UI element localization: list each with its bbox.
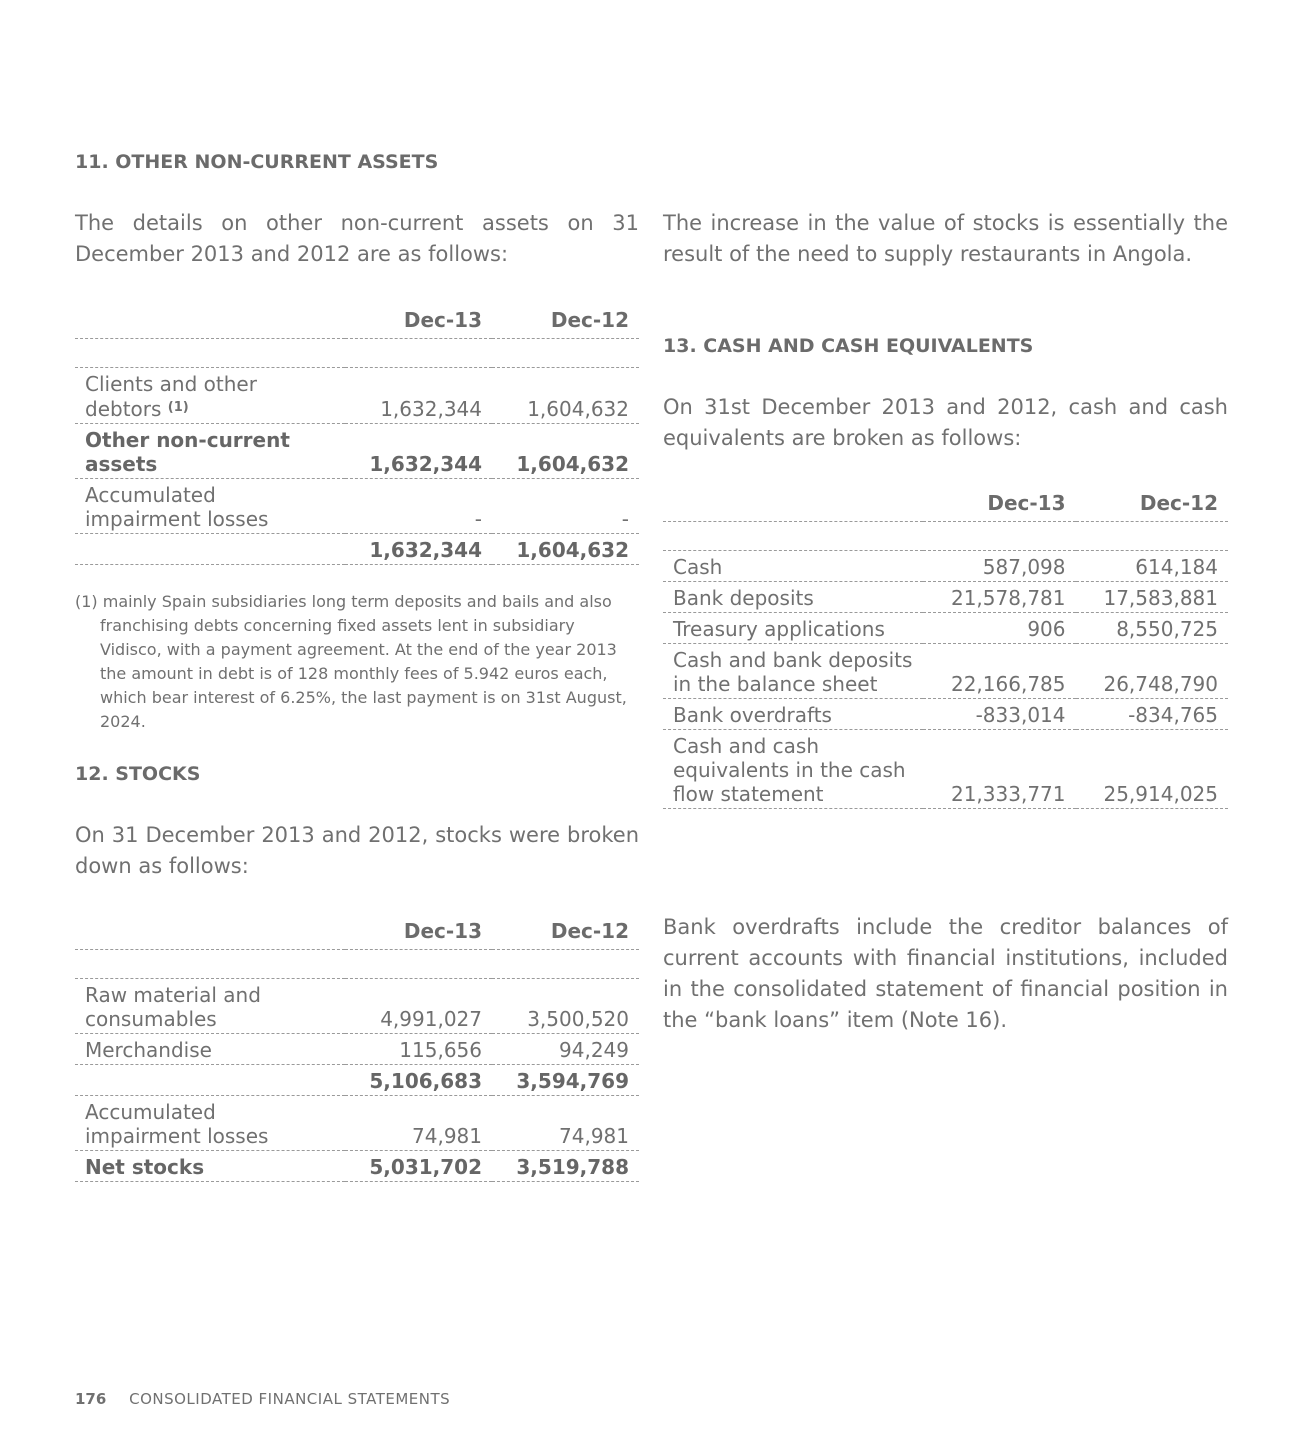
table-row bbox=[75, 368, 639, 424]
table-row bbox=[75, 1034, 639, 1065]
value-dec13: 4,991,027 bbox=[345, 979, 492, 1034]
value-dec12: 26,748,790 bbox=[1076, 644, 1229, 699]
footnote-ref: (1) bbox=[167, 400, 189, 415]
value-dec12: 94,249 bbox=[492, 1034, 639, 1065]
table-total-row bbox=[75, 1151, 639, 1182]
col-header-dec12: Dec-12 bbox=[492, 915, 639, 950]
value-dec12: 74,981 bbox=[492, 1096, 639, 1151]
value-dec13: 1,632,344 bbox=[345, 424, 492, 479]
value-dec13: 587,098 bbox=[923, 551, 1076, 582]
row-label bbox=[75, 1065, 345, 1096]
row-label: Accumulated impairment losses bbox=[75, 1096, 345, 1151]
row-label: Raw material and consumables bbox=[75, 979, 345, 1034]
stocks-note: The increase in the value of stocks is essentially the result of the need to supply restaurants in Angola. bbox=[663, 211, 1228, 266]
value-dec12: 1,604,632 bbox=[492, 534, 639, 565]
footnote: (1) mainly Spain subsidiaries long term deposits and bails and also franchising debts concerning fixed assets lent in subsidiary Vidisco, with a payment agreement. At the end of the year 2013 the amount in debt is of 128 monthly fees of 5.942 euros each, which bear interest of 6.25%, the last payment is on 31st August, 2024. bbox=[75, 592, 627, 731]
section-11-heading: 11. OTHER NON-CURRENT ASSETS bbox=[75, 151, 439, 173]
table-row bbox=[663, 613, 1228, 644]
row-label: Clients and other debtors $^{(1)}$ bbox=[75, 368, 345, 424]
value-dec13: 21,578,781 bbox=[923, 582, 1076, 613]
section-12-heading: 12. STOCKS bbox=[75, 763, 201, 785]
table-row bbox=[663, 699, 1228, 730]
value-dec12: 3,500,520 bbox=[492, 979, 639, 1034]
value-dec12: 8,550,725 bbox=[1076, 613, 1229, 644]
value-dec13: 115,656 bbox=[345, 1034, 492, 1065]
value-dec13: 5,031,702 bbox=[345, 1151, 492, 1182]
col-header-dec12: Dec-12 bbox=[1076, 487, 1229, 522]
row-label: Cash bbox=[663, 551, 923, 582]
table-row bbox=[663, 582, 1228, 613]
row-label: Cash and cash equivalents in the cash flow statement bbox=[663, 730, 923, 809]
col-header-dec12: Dec-12 bbox=[492, 304, 639, 339]
value-dec13: 5,106,683 bbox=[345, 1065, 492, 1096]
table-spacer-row bbox=[75, 339, 639, 368]
table-spacer-row bbox=[75, 950, 639, 979]
table-row bbox=[663, 730, 1228, 809]
table-total-row bbox=[75, 534, 639, 565]
value-dec13: - bbox=[345, 479, 492, 534]
col-header-dec13: Dec-13 bbox=[345, 304, 492, 339]
value-dec13: -833,014 bbox=[923, 699, 1076, 730]
table-row bbox=[663, 644, 1228, 699]
cash-equivalents-table bbox=[663, 487, 1228, 809]
page-footer bbox=[75, 1390, 450, 1408]
value-dec13: 1,632,344 bbox=[345, 534, 492, 565]
value-dec13: 1,632,344 bbox=[345, 368, 492, 424]
other-non-current-assets-table bbox=[75, 304, 639, 565]
value-dec12: 614,184 bbox=[1076, 551, 1229, 582]
table-row bbox=[75, 424, 639, 479]
value-dec12: - bbox=[492, 479, 639, 534]
footer-section-title: CONSOLIDATED FINANCIAL STATEMENTS bbox=[129, 1390, 451, 1408]
section-13-intro: On 31st December 2013 and 2012, cash and cash equivalents are broken as follows: bbox=[663, 395, 1228, 450]
value-dec12: 25,914,025 bbox=[1076, 730, 1229, 809]
table-row bbox=[75, 1096, 639, 1151]
row-label: Accumulated impairment losses bbox=[75, 479, 345, 534]
section-12-intro: On 31 December 2013 and 2012, stocks were broken down as follows: bbox=[75, 823, 639, 878]
value-dec12: -834,765 bbox=[1076, 699, 1229, 730]
value-dec13: 22,166,785 bbox=[923, 644, 1076, 699]
table-header-row bbox=[75, 304, 639, 339]
section-11-intro: The details on other non-current assets on 31 December 2013 and 2012 are as follows: bbox=[75, 211, 639, 266]
value-dec12: 3,519,788 bbox=[492, 1151, 639, 1182]
section-13-heading: 13. CASH AND CASH EQUIVALENTS bbox=[663, 335, 1034, 357]
col-header-dec13: Dec-13 bbox=[923, 487, 1076, 522]
table-row bbox=[663, 551, 1228, 582]
table-header-row bbox=[75, 915, 639, 950]
value-dec12: 1,604,632 bbox=[492, 424, 639, 479]
table-row bbox=[75, 479, 639, 534]
value-dec12: 1,604,632 bbox=[492, 368, 639, 424]
table-spacer-row bbox=[663, 522, 1228, 551]
value-dec12: 3,594,769 bbox=[492, 1065, 639, 1096]
row-label: Net stocks bbox=[75, 1151, 345, 1182]
value-dec13: 21,333,771 bbox=[923, 730, 1076, 809]
stocks-table bbox=[75, 915, 639, 1182]
cash-note: Bank overdrafts include the creditor balances of current accounts with financial institutions, included in the consolidated statement of financial position in the “bank loans” item (Note 16). bbox=[663, 915, 1228, 1032]
value-dec12: 17,583,881 bbox=[1076, 582, 1229, 613]
table-row bbox=[75, 979, 639, 1034]
value-dec13: 74,981 bbox=[345, 1096, 492, 1151]
row-label: Bank overdrafts bbox=[663, 699, 923, 730]
value-dec13: 906 bbox=[923, 613, 1076, 644]
row-label: Cash and bank deposits in the balance sheet bbox=[663, 644, 923, 699]
row-label: Other non-current assets bbox=[75, 424, 345, 479]
row-label bbox=[75, 534, 345, 565]
col-header-dec13: Dec-13 bbox=[345, 915, 492, 950]
row-label: Treasury applications bbox=[663, 613, 923, 644]
table-subtotal-row bbox=[75, 1065, 639, 1096]
row-label: Merchandise bbox=[75, 1034, 345, 1065]
page-number: 176 bbox=[75, 1390, 107, 1408]
row-label: Bank deposits bbox=[663, 582, 923, 613]
table-header-row bbox=[663, 487, 1228, 522]
